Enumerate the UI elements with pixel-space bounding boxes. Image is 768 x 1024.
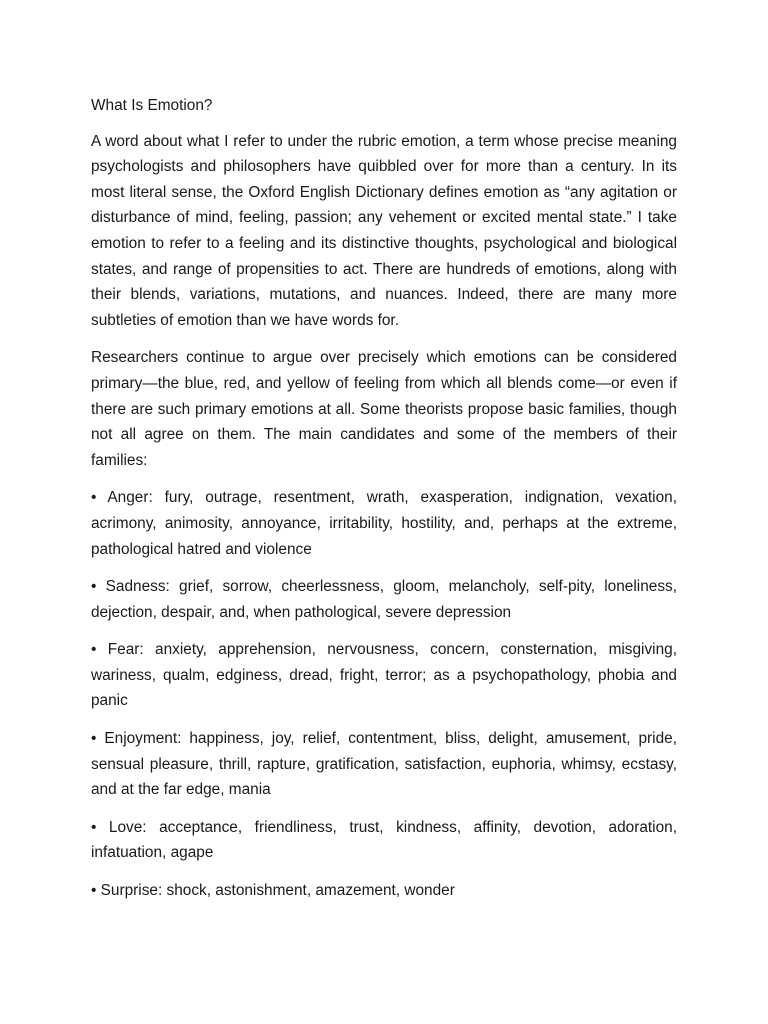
list-item-anger: • Anger: fury, outrage, resentment, wrath, exasperation, indignation, vexation, acrimony, animosity, annoyance, irritability, hostility, and, perhaps at the extreme, pathological hatred and violence [91,489,677,558]
list-item-surprise: • Surprise: shock, astonishment, amazement, wonder [91,882,455,900]
list-item-love: • Love: acceptance, friendliness, trust, kindness, affinity, devotion, adoration, infatuation, agape [91,818,677,862]
document-title: What Is Emotion? [91,97,213,114]
list-item-fear: • Fear: anxiety, apprehension, nervousness, concern, consternation, misgiving, wariness, qualm, edginess, dread, fright, terror; as a psychopathology, phobia and panic [91,641,677,710]
document-page [91,93,677,916]
paragraph-definition: A word about what I refer to under the rubric emotion, a term whose precise meaning psychologists and philosophers have quibbled over for more than a century. In its most literal sense, the Oxford English Dictionary defines emotion as “any agitation or disturbance of mind, feeling, passion; any vehement or excited mental state.” I take emotion to refer to a feeling and its distinctive thoughts, psychological and biological states, and range of propensities to act. There are hundreds of emotions, along with their blends, variations, mutations, and nuances. Indeed, there are many more subtleties of emotion than we have words for. [91,132,677,329]
paragraph-primary-emotions: Researchers continue to argue over precisely which emotions can be considered primary—the blue, red, and yellow of feeling from which all blends come—or even if there are such primary emotions at all. Some theorists propose basic families, though not all agree on them. The main candidates and some of the members of their families: [91,349,677,469]
list-item-enjoyment: • Enjoyment: happiness, joy, relief, contentment, bliss, delight, amusement, pride, sensual pleasure, thrill, rapture, gratification, satisfaction, euphoria, whimsy, ecstasy, and at the far edge, mania [91,730,677,799]
list-item-sadness: • Sadness: grief, sorrow, cheerlessness, gloom, melancholy, self-pity, loneliness, dejection, despair, and, when pathological, severe depression [91,578,677,621]
